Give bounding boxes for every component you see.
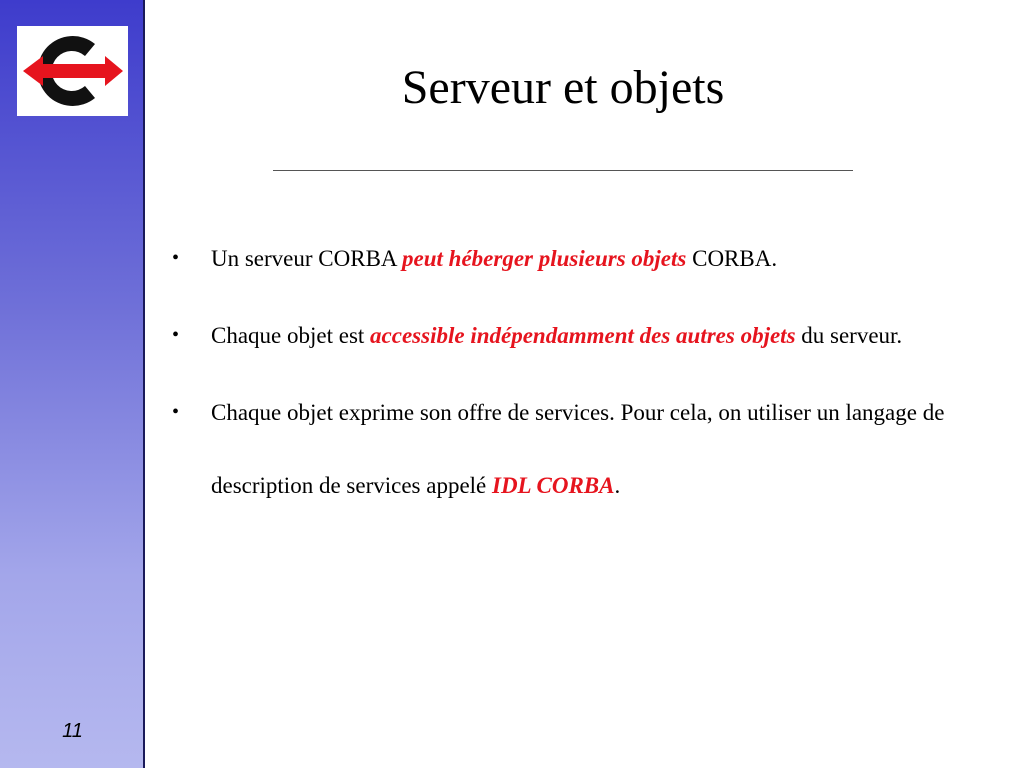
slide-title: Serveur et objets — [401, 61, 725, 114]
bullet-highlight: accessible indépendamment des autres objets — [370, 323, 796, 348]
bullet-item — [166, 222, 1006, 295]
bullet-text: Chaque objet exprime son offre de services. Pour cela, on utiliser un langage de description de services appelé — [211, 400, 945, 498]
bullet-text: . — [614, 473, 621, 498]
title-divider — [273, 170, 853, 171]
bullet-text: Un serveur CORBA — [211, 246, 403, 271]
corba-c-arrow-logo-icon — [17, 26, 128, 116]
bullet-text: Chaque objet est — [211, 323, 371, 348]
bullet-text: du serveur. — [795, 323, 903, 348]
sidebar — [0, 0, 145, 768]
bullet-highlight: peut héberger plusieurs objets — [402, 246, 687, 271]
bullet-marker: • — [172, 324, 180, 346]
bullet-marker: • — [172, 401, 180, 423]
logo — [17, 26, 128, 116]
bullet-text: CORBA. — [686, 246, 778, 271]
bullet-list — [166, 222, 1006, 526]
bullet-item — [166, 299, 1006, 372]
slide-number: 11 — [62, 720, 83, 742]
bullet-highlight: IDL CORBA — [492, 473, 615, 498]
bullet-marker: • — [172, 247, 180, 269]
bullet-item — [166, 376, 1006, 522]
